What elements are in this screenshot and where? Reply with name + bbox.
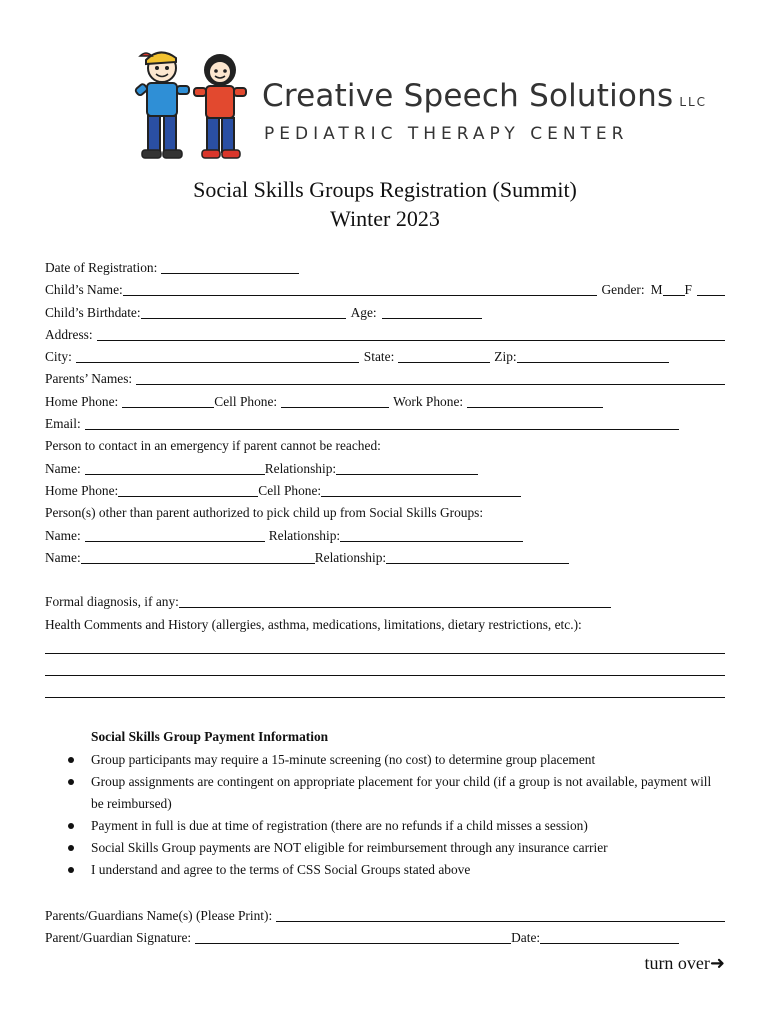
field-emergency-relationship[interactable] [336, 461, 478, 475]
label-pickup-relationship-1: Relationship: [268, 528, 341, 543]
label-home-phone: Home Phone: [45, 394, 119, 409]
row-pickup-person-2 [45, 547, 725, 567]
field-emergency-name[interactable] [85, 461, 265, 475]
row-address [45, 324, 725, 344]
row-parents-names [45, 368, 725, 388]
field-parents-names[interactable] [136, 371, 725, 385]
field-date-of-registration[interactable] [161, 260, 299, 274]
field-childs-birthdate[interactable] [141, 305, 346, 319]
field-guardian-names[interactable] [276, 908, 725, 922]
label-emergency-relationship: Relationship: [264, 461, 337, 476]
label-state: State: [363, 349, 395, 364]
label-age: Age: [350, 305, 377, 320]
label-gender: Gender: [601, 282, 645, 297]
label-guardian-signature: Parent/Guardian Signature: [45, 930, 192, 945]
field-pickup-name-1[interactable] [85, 528, 265, 542]
logo-name: Creative Speech Solutions LLC [262, 78, 708, 114]
label-emergency-cell-phone: Cell Phone: [258, 483, 322, 498]
row-emergency-name [45, 458, 725, 478]
bullet-icon [68, 845, 74, 851]
pickup-authorization-heading: Person(s) other than parent authorized to pick child up from Social Skills Groups: [45, 505, 484, 520]
row-city-state-zip [45, 346, 725, 366]
row-emergency-heading [45, 435, 725, 455]
label-childs-name: Child’s Name: [45, 282, 123, 297]
row-email [45, 413, 679, 433]
field-address[interactable] [97, 327, 725, 341]
field-gender-f[interactable] [697, 282, 725, 296]
label-childs-birthdate: Child’s Birthdate: [45, 305, 141, 320]
field-pickup-relationship-2[interactable] [386, 550, 569, 564]
field-age[interactable] [382, 305, 482, 319]
label-signature-date: Date: [511, 930, 541, 945]
payment-info-heading: Social Skills Group Payment Information [91, 729, 329, 744]
row-guardian-signature [45, 927, 679, 947]
label-pickup-relationship-2: Relationship: [314, 550, 387, 565]
field-zip[interactable] [517, 349, 669, 363]
payment-item: Group participants may require a 15-minute screening (no cost) to determine group placement [68, 749, 718, 771]
label-pickup-name-2: Name: [45, 550, 81, 565]
field-gender-m[interactable] [663, 282, 685, 296]
row-birthdate [45, 302, 725, 322]
label-address: Address: [45, 327, 93, 342]
payment-item: Group assignments are contingent on appropriate placement for your child (if a group is not available, payment will be reimbursed) [68, 771, 718, 815]
label-email: Email: [45, 416, 81, 431]
row-pickup-person-1 [45, 525, 725, 545]
row-health-comments [45, 614, 725, 634]
label-guardian-names: Parents/Guardians Name(s) (Please Print): [45, 908, 273, 923]
field-formal-diagnosis[interactable] [179, 594, 611, 608]
label-emergency-name: Name: [45, 461, 81, 476]
row-childs-name [45, 279, 725, 299]
row-formal-diagnosis [45, 591, 725, 611]
form-title: Social Skills Groups Registration (Summit) [193, 177, 577, 202]
emergency-contact-heading: Person to contact in an emergency if parent cannot be reached: [45, 438, 381, 453]
field-health-comments-line-1[interactable] [45, 653, 725, 654]
field-signature-date[interactable] [540, 930, 679, 944]
kids-illustration-icon [130, 46, 258, 164]
label-cell-phone: Cell Phone: [214, 394, 278, 409]
field-emergency-cell-phone[interactable] [321, 483, 521, 497]
payment-item: I understand and agree to the terms of CSS Social Groups stated above [68, 859, 718, 881]
field-city[interactable] [76, 349, 359, 363]
field-cell-phone[interactable] [281, 394, 389, 408]
field-health-comments-line-2[interactable] [45, 675, 725, 676]
label-work-phone: Work Phone: [393, 394, 464, 409]
bullet-icon [68, 823, 74, 829]
label-parents-names: Parents’ Names: [45, 371, 133, 386]
payment-item: Payment in full is due at time of registration (there are no refunds if a child misses a session) [68, 815, 718, 837]
label-pickup-name-1: Name: [45, 528, 81, 543]
row-guardian-names [45, 905, 725, 925]
label-gender-f: F [684, 282, 692, 297]
field-pickup-relationship-1[interactable] [340, 528, 523, 542]
field-home-phone[interactable] [122, 394, 214, 408]
turn-over-note: turn over➜ [644, 953, 725, 973]
field-state[interactable] [398, 349, 490, 363]
row-phones [45, 391, 725, 411]
field-work-phone[interactable] [467, 394, 603, 408]
field-email[interactable] [85, 416, 679, 430]
field-emergency-home-phone[interactable] [118, 483, 258, 497]
label-formal-diagnosis: Formal diagnosis, if any: [45, 594, 179, 609]
company-logo [130, 46, 710, 164]
bullet-icon [68, 757, 74, 763]
label-date-of-registration: Date of Registration: [45, 260, 158, 275]
row-pickup-heading [45, 502, 725, 522]
form-subtitle: Winter 2023 [330, 206, 440, 231]
field-guardian-signature[interactable] [195, 930, 511, 944]
field-health-comments-line-3[interactable] [45, 697, 725, 698]
logo-llc: LLC [679, 95, 708, 109]
bullet-icon [68, 867, 74, 873]
field-pickup-name-2[interactable] [81, 550, 315, 564]
row-emergency-phones [45, 480, 725, 500]
label-gender-m: M [650, 282, 663, 297]
label-health-comments: Health Comments and History (allergies, asthma, medications, limitations, dietary restrictions, etc.): [45, 617, 582, 632]
label-city: City: [45, 349, 72, 364]
row-date-of-registration [45, 257, 725, 277]
label-emergency-home-phone: Home Phone: [45, 483, 119, 498]
payment-item: Social Skills Group payments are NOT eligible for reimbursement through any insurance carrier [68, 837, 718, 859]
bullet-icon [68, 779, 74, 785]
field-childs-name[interactable] [123, 282, 598, 296]
payment-info-list [68, 749, 718, 881]
label-zip: Zip: [494, 349, 517, 364]
logo-subtitle: PEDIATRIC THERAPY CENTER [264, 124, 629, 144]
